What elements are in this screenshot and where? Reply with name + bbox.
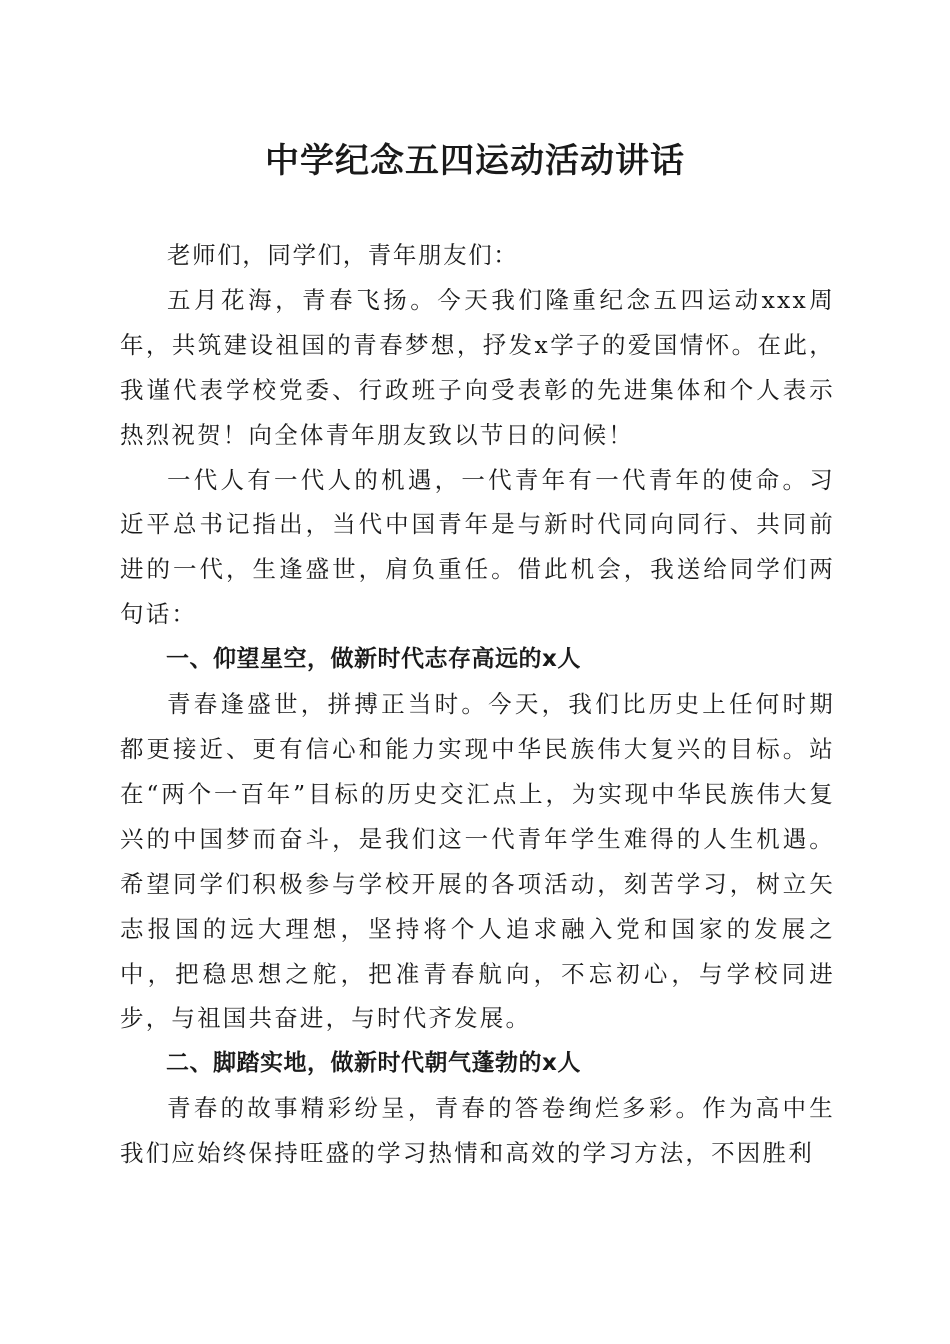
salutation: 老师们，同学们，青年朋友们： [167, 241, 519, 269]
paragraph-section-1: 青春逢盛世，拼搏正当时。今天，我们比历史上任何时期都更接近、更有信心和能力实现中华民族伟大复兴的目标。站在“两个一百年”目标的历史交汇点上，为实现中华民族伟大复兴的中国梦而奋斗，是我们这一代青年学生难得的人生机遇。希望同学们积极参与学校开展的各项活动，刻苦学习，树立矢志报国的远大理想，坚持将个人追求融入党和国家的发展之中，把稳思想之舵，把准青春航向，不忘初心，与学校同进步，与祖国共奋进，与时代齐发展。 [120, 690, 835, 1033]
section-heading-2: 二、脚踏实地，做新时代朝气蓬勃的x人 [166, 1050, 581, 1077]
document-title: 中学纪念五四运动活动讲话 [265, 141, 685, 181]
section-heading-1: 一、仰望星空，做新时代志存高远的x人 [166, 646, 581, 673]
paragraph-section-2: 青春的故事精彩纷呈，青春的答卷绚烂多彩。作为高中生我们应始终保持旺盛的学习热情和高效的学习方法，不因胜利 [120, 1094, 835, 1168]
document-body [120, 233, 835, 1176]
paragraph-mission: 一代人有一代人的机遇，一代青年有一代青年的使命。习近平总书记指出，当代中国青年是与新时代同向同行、共同前进的一代，生逢盛世，肩负重任。借此机会，我送给同学们两句话： [120, 465, 835, 629]
paragraph-opening: 五月花海，青春飞扬。今天我们隆重纪念五四运动xxx周年，共筑建设祖国的青春梦想，抒发x学子的爱国情怀。在此，我谨代表学校党委、行政班子向受表彰的先进集体和个人表示热烈祝贺！向全体青年朋友致以节日的问候！ [120, 285, 835, 449]
